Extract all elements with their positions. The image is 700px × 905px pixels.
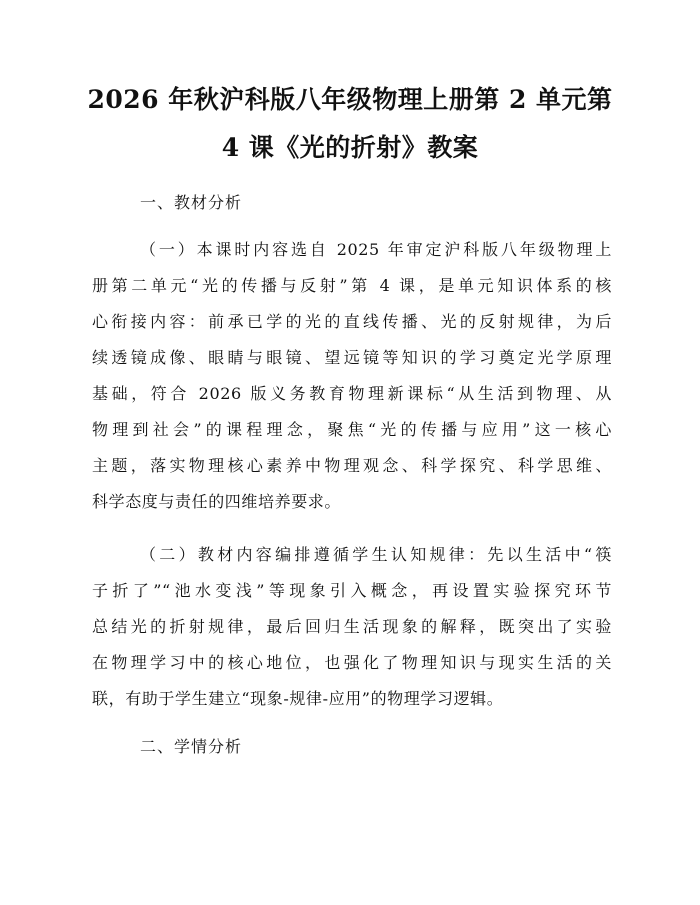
section-heading-student-analysis: 二、学情分析 bbox=[140, 737, 243, 756]
paragraph-1-line-7: 主题，落实物理核心素养中物理观念、科学探究、科学思维、 bbox=[92, 456, 612, 475]
paragraph-2-line-1: （二）教材内容编排遵循学生认知规律：先以生活中“筷 bbox=[140, 545, 612, 564]
document-title-line-1: 2026 年秋沪科版八年级物理上册第 2 单元第 bbox=[87, 85, 613, 114]
paragraph-1-line-6: 物理到社会”的课程理念，聚焦“光的传播与应用”这一核心 bbox=[92, 420, 612, 439]
paragraph-1-line-5: 基础，符合 2026 版义务教育物理新课标“从生活到物理、从 bbox=[92, 384, 612, 403]
paragraph-1-line-1: （一）本课时内容选自 2025 年审定沪科版八年级物理上 bbox=[140, 240, 612, 259]
paragraph-1-line-2: 册第二单元“光的传播与反射”第 4 课，是单元知识体系的核 bbox=[92, 276, 612, 295]
paragraph-1-line-3: 心衔接内容：前承已学的光的直线传播、光的反射规律，为后 bbox=[92, 312, 612, 331]
document-title-line-2: 4 课《光的折射》教案 bbox=[221, 133, 479, 162]
paragraph-2-line-2: 子折了”“池水变浅”等现象引入概念，再设置实验探究环节 bbox=[92, 581, 612, 600]
paragraph-2-line-3: 总结光的折射规律，最后回归生活现象的解释，既突出了实验 bbox=[92, 617, 612, 636]
paragraph-2-line-4: 在物理学习中的核心地位，也强化了物理知识与现实生活的关 bbox=[92, 653, 612, 672]
paragraph-2-line-5: 联，有助于学生建立“现象-规律-应用”的物理学习逻辑。 bbox=[92, 689, 504, 708]
paragraph-1-line-4: 续透镜成像、眼睛与眼镜、望远镜等知识的学习奠定光学原理 bbox=[92, 348, 612, 367]
section-heading-textbook-analysis: 一、教材分析 bbox=[140, 193, 243, 212]
paragraph-1-line-8: 科学态度与责任的四维培养要求。 bbox=[92, 492, 342, 511]
